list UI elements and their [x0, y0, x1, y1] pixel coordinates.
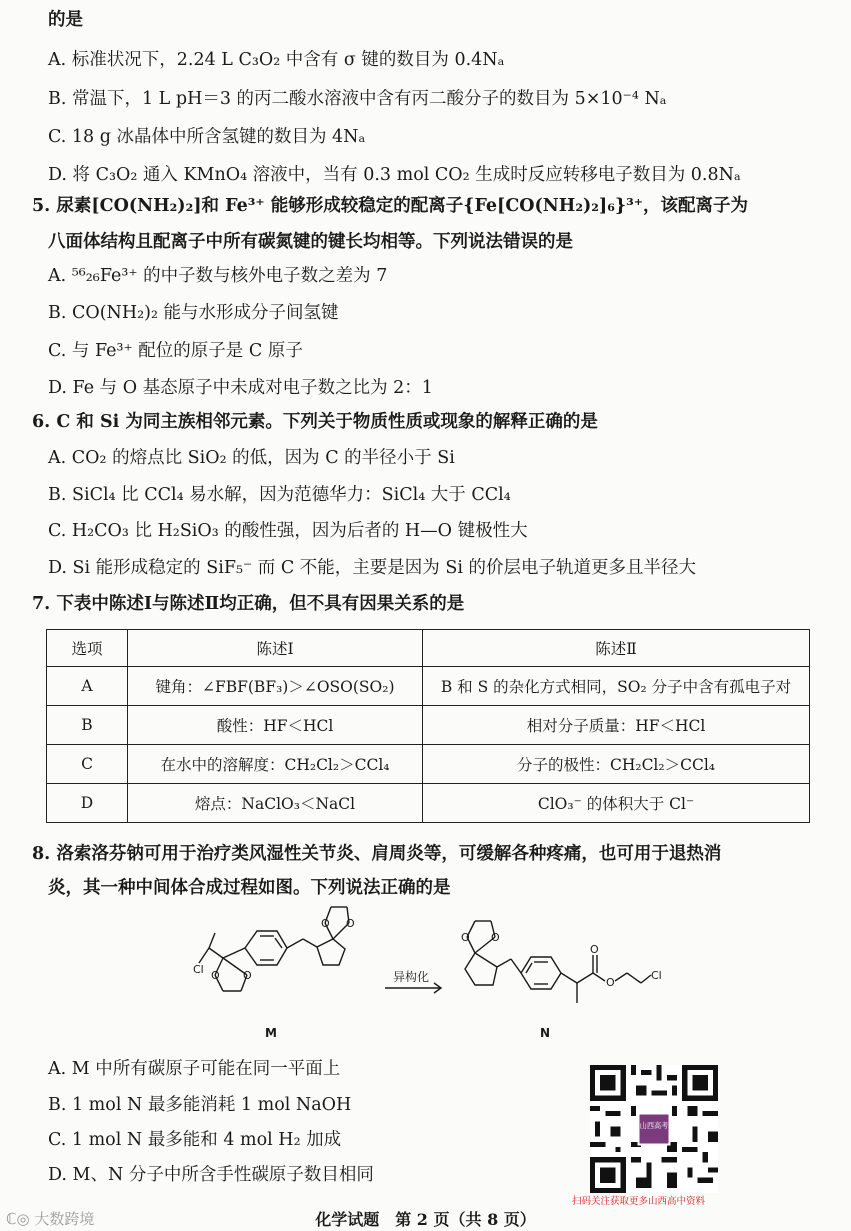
- table-cell: 分子的极性：CH₂Cl₂＞CCl₄: [423, 745, 810, 784]
- table-cell: C: [47, 745, 128, 784]
- text-line: C. 1 mol N 最多能和 4 mol H₂ 加成: [48, 1130, 342, 1150]
- qr-caption: 扫码关注获取更多山西高中资料: [572, 1196, 706, 1207]
- o-label: O: [491, 931, 500, 944]
- table-cell: 键角：∠FBF(BF₃)＞∠OSO(SO₂): [128, 667, 423, 706]
- question7-table: [46, 629, 810, 823]
- text-line: 的是: [48, 10, 83, 30]
- text-line: 7. 下表中陈述Ⅰ与陈述Ⅱ均正确，但不具有因果关系的是: [32, 594, 465, 614]
- text-line: 炎，其一种中间体合成过程如图。下列说法正确的是: [48, 878, 451, 898]
- table-cell: ClO₃⁻ 的体积大于 Cl⁻: [423, 784, 810, 823]
- table-cell: B: [47, 706, 128, 745]
- text-line: 6. C 和 Si 为同主族相邻元素。下列关于物质性质或现象的解释正确的是: [32, 412, 598, 432]
- text-line: C. H₂CO₃ 比 H₂SiO₃ 的酸性强，因为后者的 H—O 键极性大: [48, 521, 528, 541]
- o-label: O: [243, 969, 252, 982]
- text-line: A. M 中所有碳原子可能在同一平面上: [48, 1059, 341, 1079]
- watermark: ℂ◎ 大数跨境: [6, 1210, 95, 1228]
- text-line: B. CO(NH₂)₂ 能与水形成分子间氢键: [48, 303, 339, 323]
- label-m: M: [265, 1026, 277, 1040]
- o-label: O: [321, 917, 330, 930]
- table-header-option: 选项: [47, 630, 128, 667]
- table-row: [47, 784, 810, 823]
- table-row: [47, 706, 810, 745]
- text-line: D. Si 能形成稳定的 SiF₅⁻ 而 C 不能，主要是因为 Si 的价层电子轨道更多且半径大: [48, 558, 697, 578]
- o-label: O: [461, 931, 470, 944]
- table-cell: 相对分子质量：HF＜HCl: [423, 706, 810, 745]
- text-line: 5. 尿素[CO(NH₂)₂]和 Fe³⁺ 能够形成较稳定的配离子{Fe[CO(NH₂)₂]₆}³⁺，该配离子为: [32, 196, 749, 216]
- table-cell: B 和 S 的杂化方式相同，SO₂ 分子中含有孤电子对: [423, 667, 810, 706]
- reaction-scheme-figure: [185, 893, 665, 1053]
- page-footer: 化学试题 第 2 页（共 8 页）: [315, 1210, 536, 1229]
- text-line: 八面体结构且配离子中所有碳氮键的键长均相等。下列说法错误的是: [48, 232, 573, 252]
- table-cell: 在水中的溶解度：CH₂Cl₂＞CCl₄: [128, 745, 423, 784]
- reaction-label: 异构化: [393, 970, 430, 984]
- text-line: C. 与 Fe³⁺ 配位的原子是 C 原子: [48, 341, 303, 361]
- text-line: B. 1 mol N 最多能消耗 1 mol NaOH: [48, 1095, 352, 1115]
- table-header-statement-2: 陈述Ⅱ: [423, 630, 810, 667]
- text-line: D. M、N 分子中所含手性碳原子数目相同: [48, 1165, 374, 1185]
- qr-center-text: 山西高考: [639, 1120, 669, 1130]
- text-line: A. 标准状况下，2.24 L C₃O₂ 中含有 σ 键的数目为 0.4Nₐ: [48, 50, 505, 70]
- o-label: O: [606, 976, 615, 989]
- table-cell: 酸性：HF＜HCl: [128, 706, 423, 745]
- o-label: O: [590, 943, 599, 956]
- label-n: N: [540, 1026, 551, 1040]
- qr-code[interactable]: [590, 1065, 718, 1193]
- table-row: [47, 745, 810, 784]
- text-line: D. 将 C₃O₂ 通入 KMnO₄ 溶液中，当有 0.3 mol CO₂ 生成时反应转移电子数目为 0.8Nₐ: [48, 165, 741, 185]
- table-cell: A: [47, 667, 128, 706]
- table-header-statement-1: 陈述Ⅰ: [128, 630, 423, 667]
- table-row: [47, 667, 810, 706]
- o-label: O: [211, 969, 220, 982]
- text-line: B. SiCl₄ 比 CCl₄ 易水解，因为范德华力：SiCl₄ 大于 CCl₄: [48, 485, 511, 505]
- cl-label-n: Cl: [651, 969, 662, 982]
- cl-label-m: Cl: [193, 963, 204, 976]
- text-line: D. Fe 与 O 基态原子中未成对电子数之比为 2：1: [48, 378, 433, 398]
- text-line: A. ⁵⁶₂₆Fe³⁺ 的中子数与核外电子数之差为 7: [48, 266, 388, 286]
- text-line: A. CO₂ 的熔点比 SiO₂ 的低，因为 C 的半径小于 Si: [48, 448, 455, 468]
- text-line: C. 18 g 冰晶体中所含氢键的数目为 4Nₐ: [48, 127, 366, 147]
- table-cell: D: [47, 784, 128, 823]
- o-label: O: [346, 917, 355, 930]
- text-line: 8. 洛索洛芬钠可用于治疗类风湿性关节炎、肩周炎等，可缓解各种疼痛，也可用于退热消: [32, 844, 722, 864]
- table-cell: 熔点：NaClO₃＜NaCl: [128, 784, 423, 823]
- text-line: B. 常温下，1 L pH＝3 的丙二酸水溶液中含有丙二酸分子的数目为 5×10⁻⁴ Nₐ: [48, 89, 667, 109]
